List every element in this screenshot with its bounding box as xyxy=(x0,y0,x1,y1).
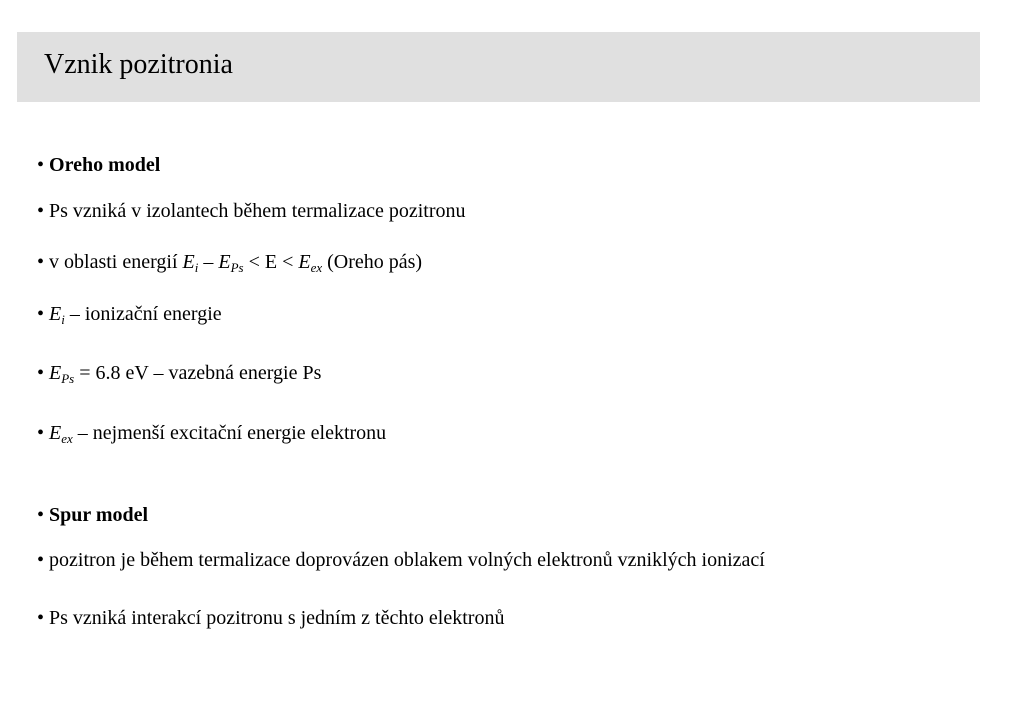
energy-symbol: E xyxy=(49,362,62,384)
energy-symbol: E xyxy=(182,251,195,273)
bullet-ionization-energy xyxy=(37,302,222,326)
energy-subscript: Ps xyxy=(230,260,244,275)
energy-symbol: E xyxy=(49,303,62,325)
energy-subscript: ex xyxy=(310,260,323,275)
energy-symbol: E xyxy=(298,251,311,273)
slide-title: Vznik pozitronia xyxy=(44,49,233,80)
bullet-text: Ps vzniká interakcí pozitronu s jedním z těchto elektronů xyxy=(49,607,505,629)
dash-text: – xyxy=(198,251,219,273)
bullet-icon: • xyxy=(37,154,45,176)
bullet-positron-electron-cloud xyxy=(37,548,765,572)
energy-subscript: i xyxy=(194,260,199,275)
bullet-ps-vznika-izolantech xyxy=(37,199,466,223)
bullet-ps-interaction xyxy=(37,606,504,630)
bullet-icon: • xyxy=(37,251,45,273)
energy-subscript: Ps xyxy=(61,371,75,386)
bullet-icon: • xyxy=(37,504,45,526)
bullet-text: – ionizační energie xyxy=(64,303,222,325)
bullet-spur-model-heading xyxy=(37,503,148,527)
energy-symbol: E xyxy=(49,422,62,444)
bullet-oreho-model-heading xyxy=(37,153,160,177)
bullet-text: Ps vzniká v izolantech během termalizace pozitronu xyxy=(49,200,466,222)
bullet-icon: • xyxy=(37,303,45,325)
bullet-excitation-energy xyxy=(37,421,386,445)
bullet-icon: • xyxy=(37,362,45,384)
section-heading: Oreho model xyxy=(49,154,161,176)
bullet-icon: • xyxy=(37,200,45,222)
bullet-icon: • xyxy=(37,549,45,571)
energy-subscript: ex xyxy=(61,431,73,446)
section-heading: Spur model xyxy=(49,504,149,526)
bullet-text-suffix: (Oreho pás) xyxy=(322,251,423,273)
bullet-icon: • xyxy=(37,607,45,629)
energy-subscript: i xyxy=(61,312,65,327)
bullet-icon: • xyxy=(37,422,45,444)
bullet-text: = 6.8 eV – vazebná energie Ps xyxy=(74,362,322,384)
bullet-text: pozitron je během termalizace doprovázen oblakem volných elektronů vzniklých ionizací xyxy=(49,549,765,571)
bullet-binding-energy xyxy=(37,361,321,385)
bullet-text-prefix: v oblasti energií xyxy=(49,251,183,273)
title-bar xyxy=(17,32,980,102)
inequality-text: < E < xyxy=(243,251,299,273)
bullet-text: – nejmenší excitační energie elektronu xyxy=(72,422,387,444)
energy-symbol: E xyxy=(218,251,231,273)
bullet-energy-range xyxy=(37,250,422,274)
